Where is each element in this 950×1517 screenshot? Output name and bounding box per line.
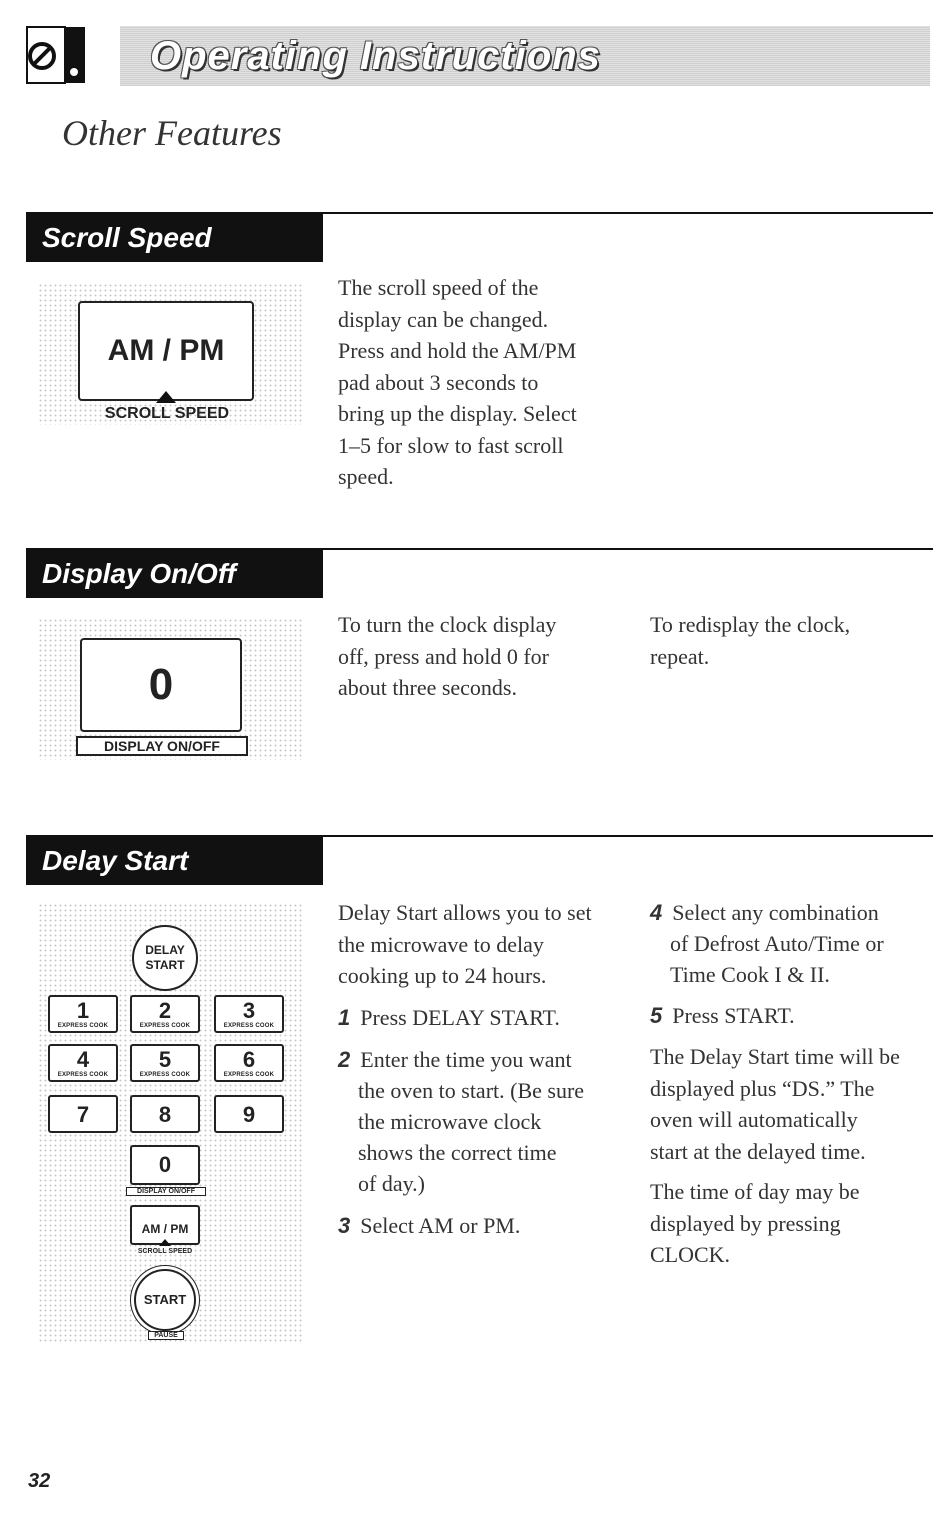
arrow-up-icon bbox=[156, 391, 176, 403]
text-line: 1–5 for slow to fast scroll bbox=[338, 432, 564, 458]
step-1: 1 Press DELAY START. bbox=[338, 1004, 560, 1030]
display-onoff-text-left bbox=[338, 609, 638, 704]
delay-note-text: The time of day may be displayed by pressing CLOCK. bbox=[650, 1179, 860, 1267]
key-4: 4 EXPRESS COOK bbox=[48, 1044, 118, 1082]
delay-start-column-1 bbox=[338, 897, 638, 1241]
pause-caption: PAUSE bbox=[148, 1331, 184, 1340]
key-am-pm-caption: SCROLL SPEED bbox=[137, 1248, 193, 1255]
start-pad: START bbox=[134, 1269, 196, 1331]
text-line: display can be changed. bbox=[338, 306, 549, 332]
delay-after-text: The Delay Start time will be displayed plus “DS.” The oven will automatically start at the delayed time. bbox=[650, 1044, 900, 1164]
section-heading-delay-start: Delay Start bbox=[26, 837, 323, 885]
text-line: The scroll speed of the bbox=[338, 275, 539, 300]
text-line: about three seconds. bbox=[338, 675, 517, 700]
key-3: 3 EXPRESS COOK bbox=[214, 995, 284, 1033]
display-onoff-illustration bbox=[38, 618, 302, 760]
text-line: bring up the display. Select bbox=[338, 401, 577, 426]
page-number: 32 bbox=[28, 1470, 51, 1492]
text-line: To redisplay the clock, bbox=[650, 612, 851, 637]
arrow-up-icon bbox=[159, 1239, 171, 1246]
text-line: off, press and hold 0 for bbox=[338, 643, 549, 669]
scroll-speed-illustration bbox=[38, 283, 302, 425]
keypad-illustration bbox=[38, 903, 302, 1343]
key-1: 1 EXPRESS COOK bbox=[48, 995, 118, 1033]
step-3: 3 Select AM or PM. bbox=[338, 1212, 521, 1238]
step-4: 4 Select any combination of Defrost Auto/Time or Time Cook I & II. bbox=[650, 900, 884, 987]
delay-start-pad: DELAY START bbox=[132, 925, 198, 991]
step-2: 2 Enter the time you want the oven to start. (Be sure the microwave clock shows the correct time of day.) bbox=[338, 1046, 585, 1196]
zero-pad: 0 bbox=[80, 638, 242, 732]
key-6: 6 EXPRESS COOK bbox=[214, 1044, 284, 1082]
key-7: 7 bbox=[48, 1095, 118, 1133]
display-onoff-caption: DISPLAY ON/OFF bbox=[76, 736, 248, 756]
key-am-pm: AM / PM bbox=[130, 1205, 200, 1245]
key-0: 0 bbox=[130, 1145, 200, 1185]
display-onoff-text-right bbox=[650, 609, 930, 672]
key-8: 8 bbox=[130, 1095, 200, 1133]
scroll-speed-caption: SCROLL SPEED bbox=[104, 405, 230, 422]
key-5: 5 EXPRESS COOK bbox=[130, 1044, 200, 1082]
page-title: Other Features bbox=[62, 113, 282, 153]
key-2: 2 EXPRESS COOK bbox=[130, 995, 200, 1033]
step-5: 5 Press START. bbox=[650, 1003, 795, 1028]
section-heading-display-onoff: Display On/Off bbox=[26, 550, 323, 598]
delay-start-column-2 bbox=[650, 897, 935, 1271]
key-0-caption: DISPLAY ON/OFF bbox=[126, 1187, 206, 1196]
text-line: To turn the clock display bbox=[338, 612, 557, 637]
text-line: speed. bbox=[338, 464, 394, 489]
scroll-speed-text bbox=[338, 272, 638, 493]
oven-dial-icon bbox=[26, 26, 86, 84]
key-9: 9 bbox=[214, 1095, 284, 1133]
section-heading-scroll-speed: Scroll Speed bbox=[26, 214, 323, 262]
text-line: Press and hold the AM/PM bbox=[338, 338, 577, 363]
text-line: pad about 3 seconds to bbox=[338, 369, 539, 395]
delay-intro: Delay Start allows you to set the microwave to delay cooking up to 24 hours. bbox=[338, 900, 592, 988]
am-pm-pad: AM / PM bbox=[78, 301, 254, 401]
text-line: repeat. bbox=[650, 643, 710, 669]
header-title: Operating Instructions bbox=[150, 34, 601, 78]
